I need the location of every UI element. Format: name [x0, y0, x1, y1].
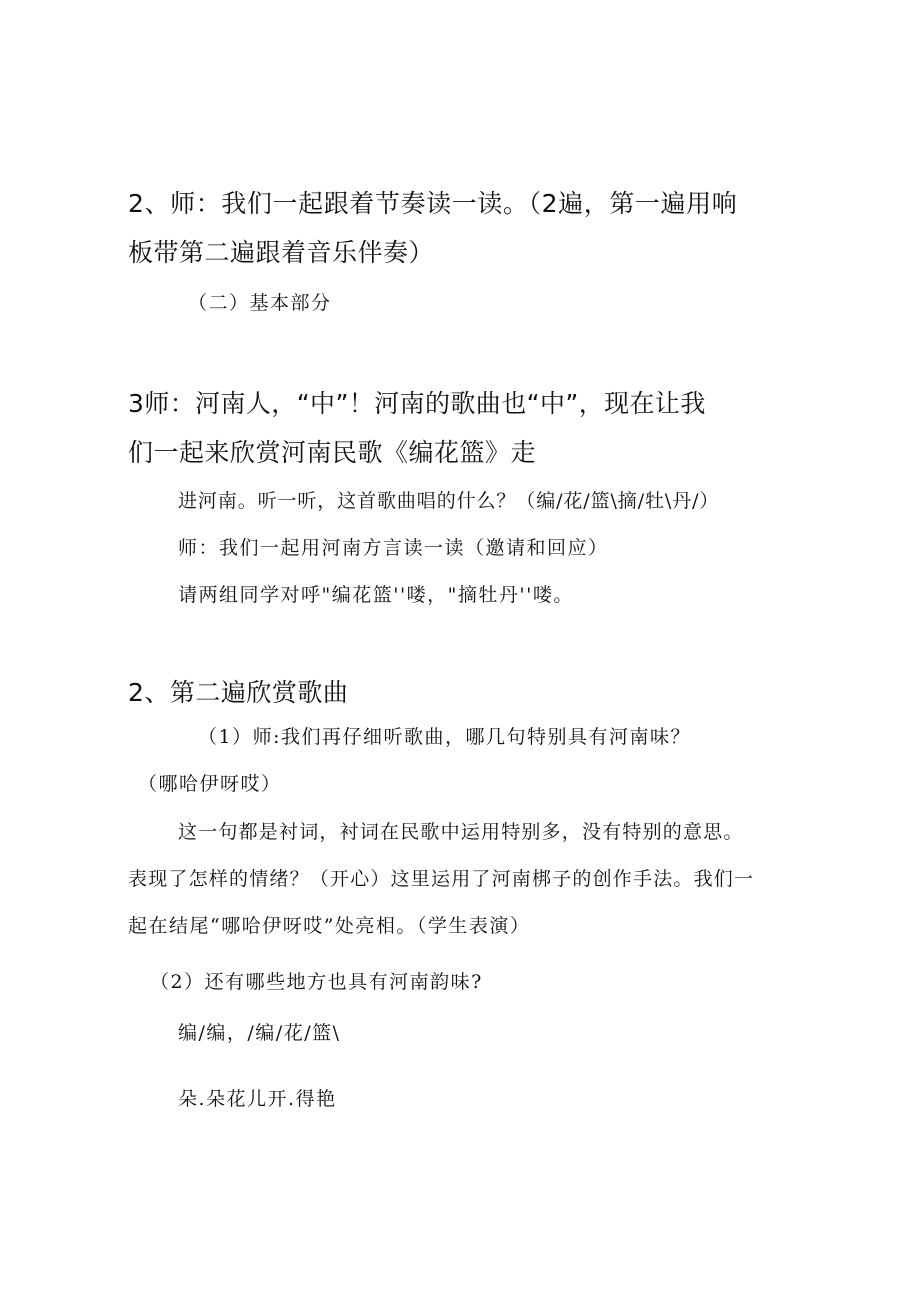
- answer-1: （哪哈伊呀哎）: [138, 773, 282, 795]
- question-2: （2）还有哪些地方也具有河南韵味?: [150, 971, 483, 993]
- step-3-heading-line-2: 们一起来欣赏河南民歌《编花篮》走: [128, 438, 537, 467]
- step-2-heading-line-1: 2、师：我们一起跟着节奏读一读。（2遍，第一遍用响: [128, 189, 738, 218]
- paragraph-group-call: 请两组同学对呼"编花篮''喽，"摘牡丹''喽。: [178, 584, 574, 606]
- question-1: （1）师:我们再仔细听歌曲，哪几句特别具有河南味？: [198, 726, 691, 748]
- explanation-line-1: 这一句都是衬词，衬词在民歌中运用特别多，没有特别的意思。: [178, 821, 744, 843]
- explanation-line-2: 表现了怎样的情绪？（开心）这里运用了河南梆子的创作手法。我们一: [128, 868, 755, 890]
- paragraph-listen-question: 进河南。听一听，这首歌曲唱的什么？（编/花/篮\摘/牡\丹/）: [178, 490, 720, 512]
- second-listen-heading: 2、第二遍欣赏歌曲: [128, 678, 349, 707]
- step-3-heading-line-1: 3师：河南人，“中”！河南的歌曲也“中”，现在让我: [128, 389, 706, 418]
- lyric-line-2: 朵.朵花儿开.得艳: [178, 1088, 337, 1110]
- step-2-heading-line-2: 板带第二遍跟着音乐伴奏）: [128, 238, 435, 267]
- section-basic-part-title: （二）基本部分: [188, 292, 332, 314]
- explanation-line-3: 起在结尾“哪哈伊呀哎”处亮相。（学生表演）: [128, 915, 531, 937]
- paragraph-dialect-reading: 师：我们一起用河南方言读一读（邀请和回应）: [178, 537, 609, 559]
- lyric-line-1: 编/编，/编/花/篮\: [178, 1022, 341, 1044]
